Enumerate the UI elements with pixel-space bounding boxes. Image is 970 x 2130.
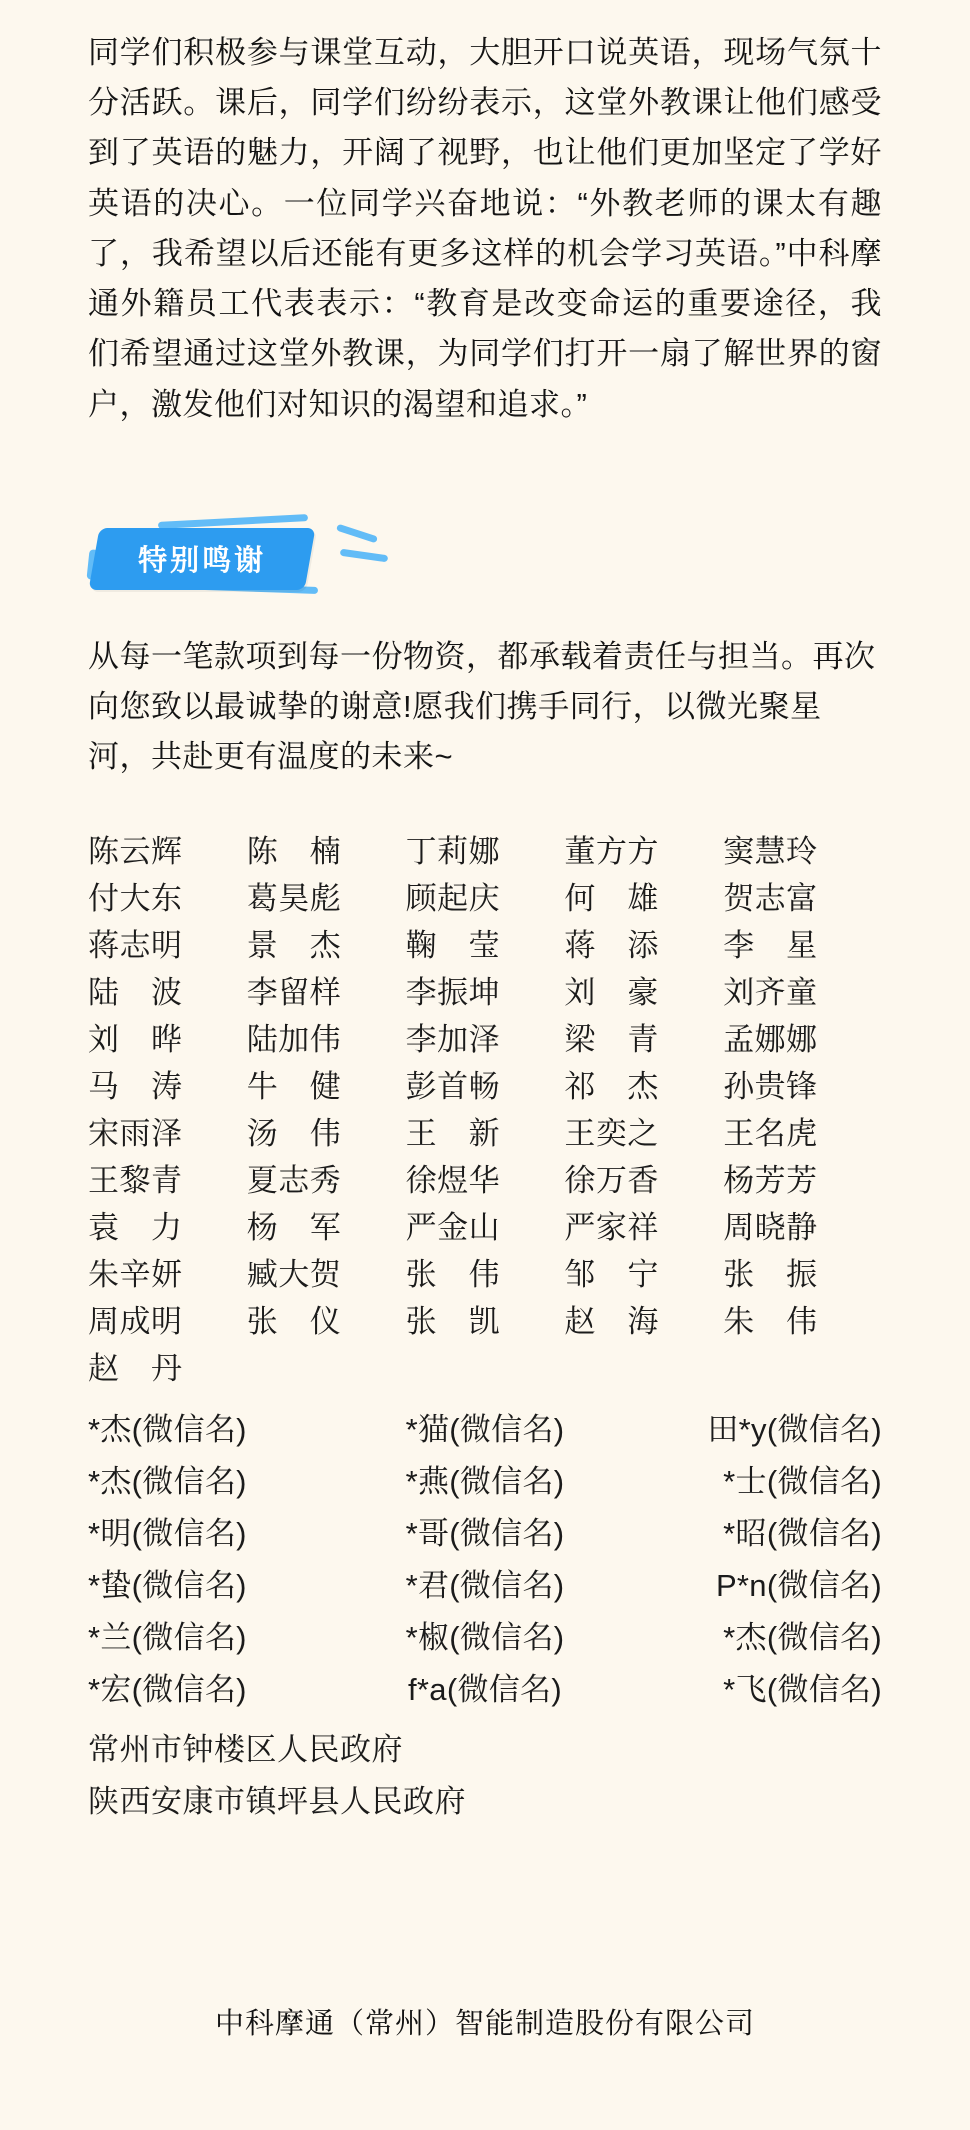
donor-name: 李 星	[723, 928, 818, 964]
wechat-donor-name: *昭(微信名)	[723, 1516, 882, 1552]
wechat-donor-name: *椒(微信名)	[405, 1620, 565, 1656]
wechat-donor-name: *杰(微信名)	[88, 1464, 247, 1500]
donor-name: 杨芳芳	[723, 1163, 818, 1199]
donor-name: 李留样	[246, 975, 342, 1011]
donor-name: 朱 伟	[723, 1304, 818, 1340]
wechat-donor-name: *燕(微信名)	[405, 1464, 565, 1500]
wechat-donor-name: *君(微信名)	[405, 1568, 565, 1604]
donor-name: 李振坤	[405, 975, 501, 1011]
wechat-donor-name: *兰(微信名)	[88, 1620, 247, 1656]
donor-name: 刘 晔	[88, 1022, 183, 1058]
wechat-donor-name: *士(微信名)	[723, 1464, 882, 1500]
donor-name: 牛 健	[246, 1069, 342, 1105]
footer-company: 中科摩通（常州）智能制造股份有限公司	[214, 2008, 755, 2040]
donor-name: 赵 丹	[88, 1351, 183, 1387]
donor-name: 杨 军	[246, 1210, 342, 1246]
wechat-donor-name: f*a(微信名)	[408, 1672, 562, 1708]
wechat-donor-name: *宏(微信名)	[88, 1672, 247, 1708]
donor-name: 王名虎	[723, 1116, 818, 1152]
donor-name: 严金山	[405, 1210, 501, 1246]
donor-name: 陈云辉	[88, 834, 183, 870]
donor-name: 付大东	[88, 881, 183, 917]
donor-name: 徐万香	[564, 1163, 659, 1199]
donor-name: 臧大贺	[246, 1257, 342, 1293]
donor-name: 蒋 添	[564, 928, 659, 964]
wechat-donor-name: *飞(微信名)	[723, 1672, 882, 1708]
donor-name: 张 仪	[246, 1304, 342, 1340]
donor-names-grid	[88, 828, 882, 1392]
wechat-donor-name: *猫(微信名)	[405, 1412, 565, 1448]
donor-name: 蒋志明	[88, 928, 183, 964]
donor-name: 宋雨泽	[88, 1116, 183, 1152]
donor-name: 陈 楠	[246, 834, 342, 870]
section-tag-label: 特别鸣谢	[138, 544, 267, 577]
donor-name: 赵 海	[564, 1304, 659, 1340]
donor-name: 孟娜娜	[723, 1022, 818, 1058]
donor-name: 汤 伟	[246, 1116, 342, 1152]
article-paragraph: 同学们积极参与课堂互动，大胆开口说英语，现场气氛十分活跃。课后，同学们纷纷表示，这堂外教课让他们感受到了英语的魅力，开阔了视野，也让他们更加坚定了学好英语的决心。一位同学兴奋地说：“外教老师的课太有趣了，我希望以后还能有更多这样的机会学习英语。”中科摩通外籍员工代表表示：“教育是改变命运的重要途径，我们希望通过这堂外教课，为同学们打开一扇了解世界的窗户，激发他们对知识的渴望和追求。”	[88, 35, 882, 422]
donor-name: 陆 波	[88, 975, 183, 1011]
donor-name: 窦慧玲	[723, 834, 818, 870]
donor-name: 马 涛	[88, 1069, 183, 1105]
donor-name: 祁 杰	[564, 1069, 659, 1105]
wechat-donor-name: P*n(微信名)	[715, 1568, 882, 1604]
donor-name: 徐煜华	[405, 1163, 501, 1199]
donor-name: 贺志富	[723, 881, 818, 917]
donor-name: 董方方	[564, 834, 659, 870]
organization-name: 陕西安康市镇坪县人民政府	[88, 1784, 466, 1820]
wechat-donor-name: *蛰(微信名)	[88, 1568, 247, 1604]
donor-name: 葛昊彪	[246, 881, 342, 917]
donor-name: 顾起庆	[405, 881, 501, 917]
donor-name: 刘齐童	[723, 975, 818, 1011]
donor-name: 张 凯	[405, 1304, 501, 1340]
donor-name: 周晓静	[723, 1210, 818, 1246]
donor-name: 张 振	[723, 1257, 818, 1293]
section-tag-ribbon	[89, 528, 316, 590]
donor-name: 陆加伟	[246, 1022, 342, 1058]
organization-name: 常州市钟楼区人民政府	[88, 1732, 403, 1768]
donor-name: 何 雄	[564, 881, 659, 917]
donor-name: 景 杰	[246, 928, 342, 964]
donor-name: 刘 豪	[564, 975, 659, 1011]
donor-name: 严家祥	[564, 1210, 659, 1246]
donor-name: 孙贵锋	[723, 1069, 818, 1105]
wechat-donor-name: 田*y(微信名)	[707, 1412, 882, 1448]
donor-name: 袁 力	[88, 1210, 183, 1246]
donor-name: 鞠 莹	[405, 928, 501, 964]
donor-name: 彭首畅	[405, 1069, 501, 1105]
donor-name: 王黎青	[88, 1163, 183, 1199]
donor-name: 张 伟	[405, 1257, 501, 1293]
donor-name: 周成明	[88, 1304, 183, 1340]
donor-name: 梁 青	[564, 1022, 659, 1058]
organization-list	[88, 1724, 882, 1828]
donor-name: 李加泽	[405, 1022, 501, 1058]
donor-name: 邹 宁	[564, 1257, 659, 1293]
section-heading	[88, 522, 882, 592]
wechat-donor-name: *明(微信名)	[88, 1516, 247, 1552]
donor-name: 夏志秀	[246, 1163, 342, 1199]
wechat-names-grid	[88, 1404, 882, 1716]
wechat-donor-name: *杰(微信名)	[723, 1620, 882, 1656]
thanks-paragraph: 从每一笔款项到每一份物资，都承载着责任与担当。再次向您致以最诚挚的谢意!愿我们携手同行，以微光聚星河，共赴更有温度的未来~	[88, 638, 876, 775]
donor-name: 朱辛妍	[88, 1257, 183, 1293]
donor-name: 王 新	[405, 1116, 501, 1152]
donor-name: 丁莉娜	[405, 834, 501, 870]
wechat-donor-name: *哥(微信名)	[405, 1516, 565, 1552]
wechat-donor-name: *杰(微信名)	[88, 1412, 247, 1448]
donor-name: 王奕之	[564, 1116, 659, 1152]
